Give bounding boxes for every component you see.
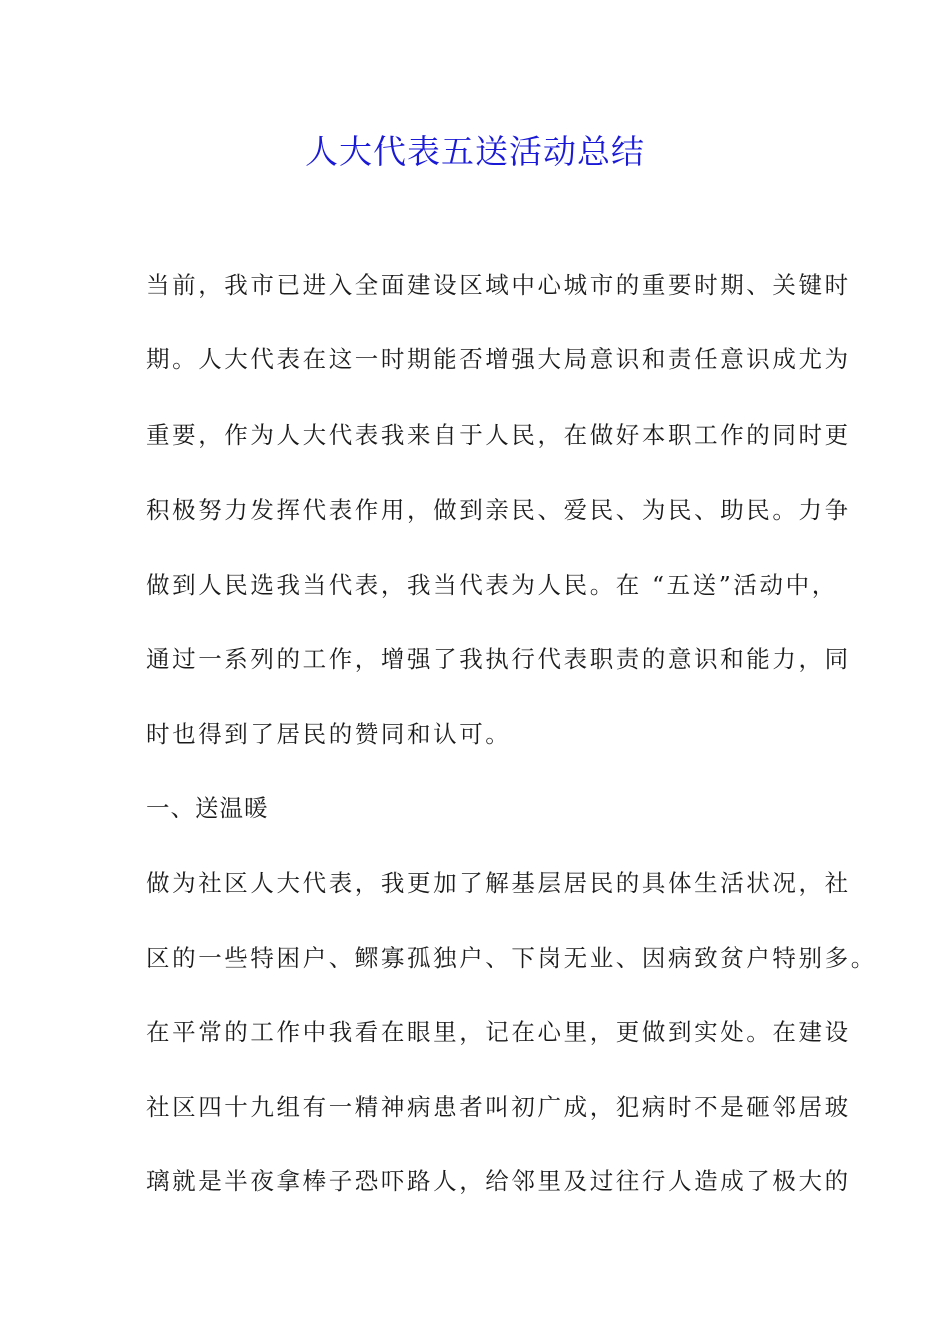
paragraph-line: 做到人民选我当代表，我当代表为人民。在 “五送”活动中， — [146, 571, 838, 599]
paragraph-line: 积极努力发挥代表作用，做到亲民、爱民、为民、助民。力争 — [146, 496, 851, 524]
paragraph-line: 时也得到了居民的赞同和认可。 — [146, 720, 512, 748]
paragraph-line: 在平常的工作中我看在眼里，记在心里，更做到实处。在建设 — [146, 1018, 851, 1046]
paragraph-line: 通过一系列的工作，增强了我执行代表职责的意识和能力，同 — [146, 645, 851, 673]
paragraph-line: 璃就是半夜拿棒子恐吓路人，给邻里及过往行人造成了极大的 — [146, 1167, 851, 1195]
document-title: 人大代表五送活动总结 — [305, 132, 645, 171]
paragraph-line: 社区四十九组有一精神病患者叫初广成，犯病时不是砸邻居玻 — [146, 1093, 851, 1121]
paragraph-line: 期。人大代表在这一时期能否增强大局意识和责任意识成尤为 — [146, 345, 851, 373]
section-heading: 一、送温暖 — [146, 794, 269, 822]
paragraph-line: 当前，我市已进入全面建设区域中心城市的重要时期、关键时 — [146, 271, 851, 299]
paragraph-line: 做为社区人大代表，我更加了解基层居民的具体生活状况，社 — [146, 869, 851, 897]
paragraph-line: 区的一些特困户、鳏寡孤独户、下岗无业、因病致贫户特别多。 — [146, 944, 877, 972]
paragraph-line: 重要，作为人大代表我来自于人民，在做好本职工作的同时更 — [146, 421, 851, 449]
